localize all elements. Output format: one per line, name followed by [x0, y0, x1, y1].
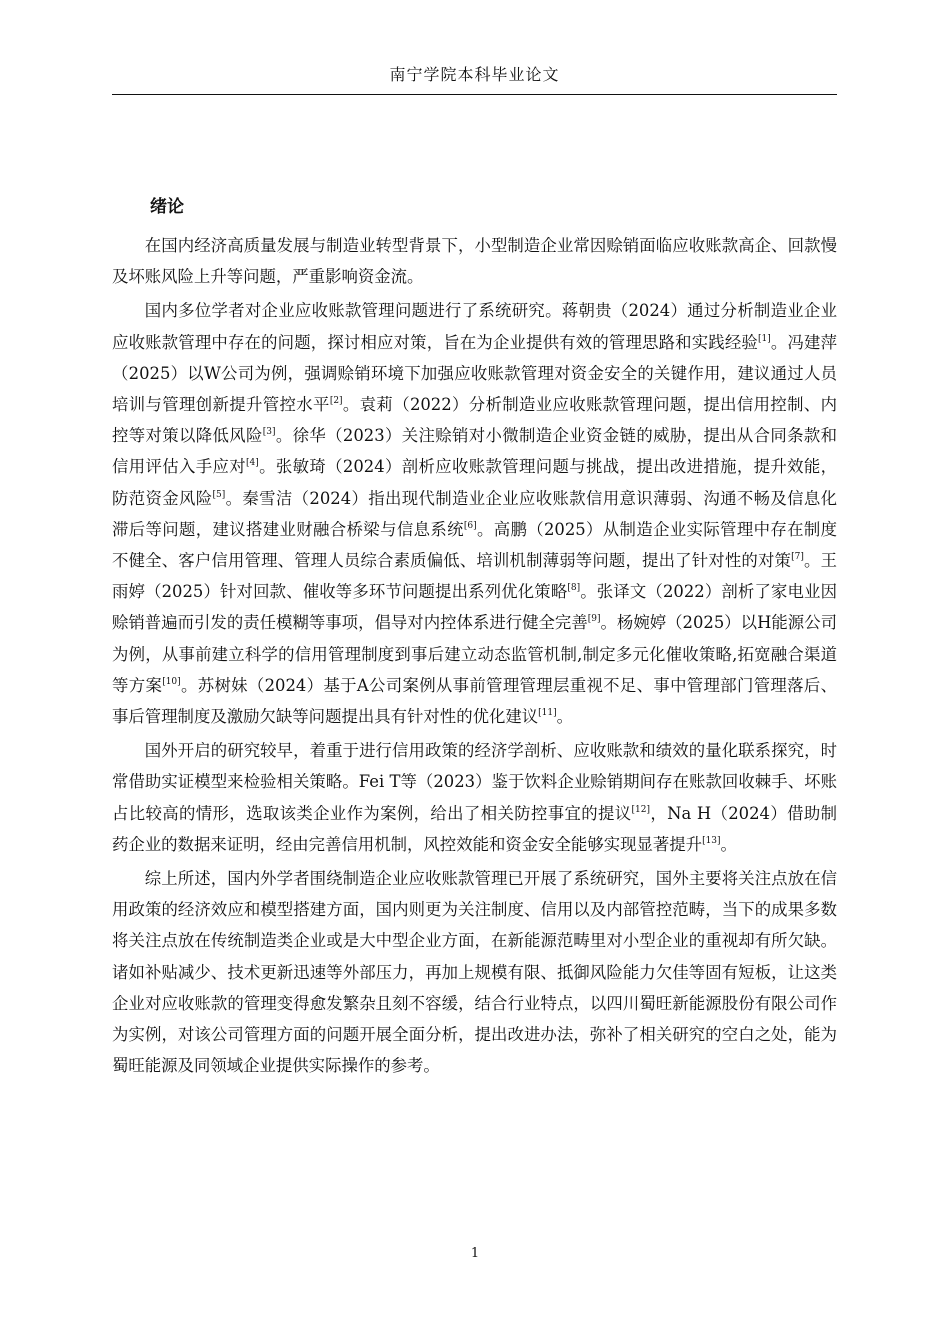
paragraph-text: 。张敏琦（2024）剖析应收账款管理问题与挑战，提出改进措施，提升效能，防范资金风险: [112, 457, 838, 508]
citation-marker: [9]: [587, 614, 601, 625]
citation-marker: [11]: [538, 708, 557, 719]
body-paragraph: [112, 295, 837, 732]
paragraph-text: 国外开启的研究较早，着重于进行信用政策的经济学剖析、应收账款和绩效的量化联系探究，时常借助实证模型来检验相关策略。Fei T等（2023）鉴于饮料企业赊销期间存在账款回收棘手、坏账占比较高的情形，选取该类企业作为案例，给出了相关防控事宜的提议: [112, 741, 837, 823]
paragraph-text: 。王雨婷（2025）针对回款、催收等多环节问题提出系列优化策略: [112, 551, 838, 602]
paragraph-text: 。: [720, 834, 737, 854]
paragraph-text: 在国内经济高质量发展与制造业转型背景下，小型制造企业常因赊销面临应收账款高企、回款慢及坏账风险上升等问题，严重影响资金流。: [112, 236, 837, 287]
paragraph-text: 。杨婉婷（2025）以H能源公司为例，从事前建立科学的信用管理制度到事后建立动态监管机制,制定多元化催收策略,拓宽融合渠道等方案: [112, 613, 837, 695]
paragraph-text: 国内多位学者对企业应收账款管理问题进行了系统研究。蒋朝贵（2024）通过分析制造业企业应收账款管理中存在的问题，探讨相应对策，旨在为企业提供有效的管理思路和实践经验: [112, 301, 837, 352]
document-body: [112, 190, 837, 1081]
citation-marker: [3]: [262, 427, 276, 438]
page-number: 1: [470, 1246, 480, 1261]
paragraph-text: 。: [556, 707, 574, 727]
paragraph-text: ，Na H（2024）借助制药企业的数据来证明，经由完善信用机制，风控效能和资金安全能够实现显著提升: [112, 803, 837, 854]
paragraph-text: 。徐华（2023）关注赊销对小微制造企业资金链的威胁，提出从合同条款和信用评估入手应对: [112, 426, 838, 477]
citation-marker: [10]: [162, 676, 181, 687]
paragraph-text: 综上所述，国内外学者围绕制造企业应收账款管理已开展了系统研究，国外主要将关注点放在信用政策的经济效应和模型搭建方面，国内则更为关注制度、信用以及内部管控范畴，当下的成果多数将关注点放在传统制造类企业或是大中型企业方面，在新能源范畴里对小型企业的重视却有所欠缺。诸如补贴减少、技术更新迅速等外部压力，再加上规模有限、抵御风险能力欠佳等固有短板，让这类企业对应收账款的管理变得愈发繁杂且刻不容缓，结合行业特点，以四川蜀旺新能源股份有限公司作为实例，对该公司管理方面的问题开展全面分析，提出改进办法，弥补了相关研究的空白之处，能为蜀旺能源及同领域企业提供实际操作的参考。: [112, 869, 837, 1076]
paragraph-text: 。秦雪洁（2024）指出现代制造业企业应收账款信用意识薄弱、沟通不畅及信息化滞后等问题，建议搭建业财融合桥梁与信息系统: [112, 488, 837, 539]
citation-marker: [2]: [329, 396, 343, 407]
citation-marker: [6]: [463, 520, 477, 531]
section-heading: 绪论: [150, 197, 184, 217]
citation-marker: [13]: [702, 835, 721, 846]
header-divider: [112, 94, 837, 95]
body-paragraph: [112, 863, 837, 1081]
citation-marker: [12]: [631, 804, 650, 815]
paragraph-text: 。冯建萍（2025）以W公司为例，强调赊销环境下加强应收账款管理对资金安全的关键作用，建议通过人员培训与管理创新提升管控水平: [112, 332, 838, 415]
body-paragraph: [112, 230, 837, 292]
body-paragraph: [112, 735, 837, 860]
page-header-title: 南宁学院本科毕业论文: [389, 65, 560, 84]
citation-marker: [1]: [758, 333, 771, 344]
paragraph-list: [112, 230, 837, 1081]
paragraph-text: 。高鹏（2025）从制造企业实际管理中存在制度不健全、客户信用管理、管理人员综合素质偏低、培训机制薄弱等问题，提出了针对性的对策: [112, 519, 837, 571]
paragraph-text: 。袁莉（2022）分析制造业应收账款管理问题，提出信用控制、内控等对策以降低风险: [112, 395, 838, 446]
paragraph-text: 。张译文（2022）剖析了家电业因赊销普遍而引发的责任模糊等事项，倡导对内控体系进行健全完善: [112, 582, 837, 633]
citation-marker: [8]: [567, 583, 581, 594]
citation-marker: [4]: [246, 458, 259, 469]
citation-marker: [7]: [791, 552, 804, 563]
citation-marker: [5]: [212, 489, 226, 500]
paragraph-text: 。苏树妹（2024）基于A公司案例从事前管理管理层重视不足、事中管理部门管理落后、事后管理制度及激励欠缺等问题提出具有针对性的优化建议: [112, 675, 837, 727]
